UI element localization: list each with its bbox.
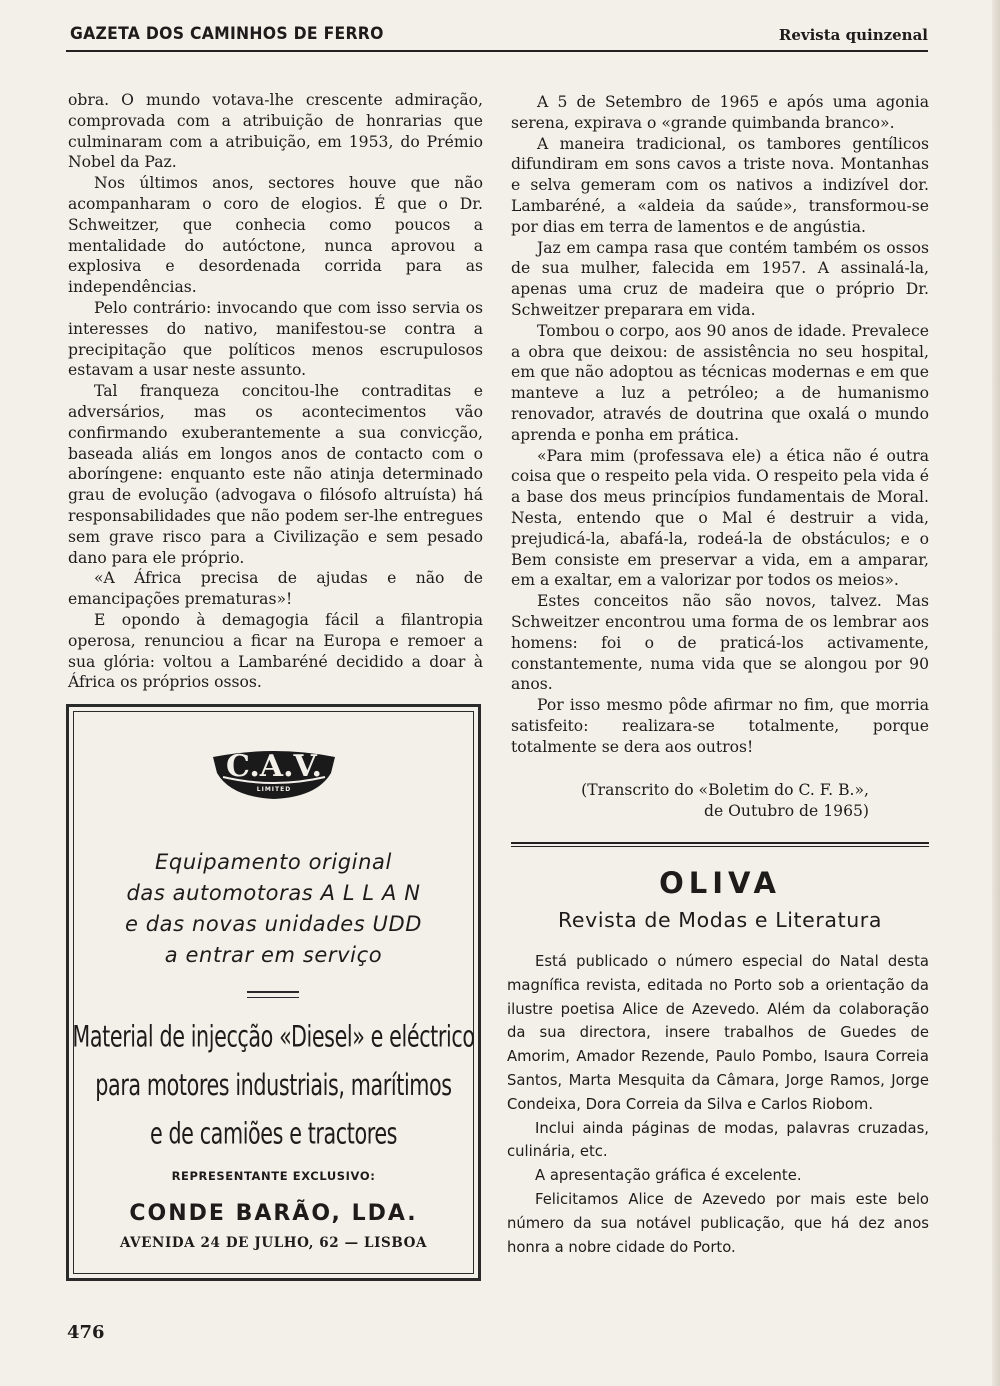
ad-company-name: CONDE BARÃO, LDA. <box>129 1201 418 1226</box>
left-column-article <box>68 90 483 693</box>
article-paragraph: E opondo à demagogia fácil a filantropia operosa, renunciou a ficar na Europa e remoer a sua glória: voltou a Lambaréné decidido a doar à África os próprios ossos. <box>68 610 483 692</box>
ad-equipment-text <box>69 847 478 971</box>
source-credit <box>511 780 929 822</box>
ad-company-address: AVENIDA 24 DE JULHO, 62 — LISBOA <box>119 1235 428 1251</box>
ad-equip-line: Equipamento original <box>155 850 392 874</box>
article-paragraph: «Para mim (professava ele) a ética não é outra coisa que o respeito pela vida. O respeito pela vida é a base dos meus princípios fundamentais de Moral. Nesta, entendo que o Mal é destruir a vida, prejudicá-la, abafá-la, rodeá-la de obstáculos; e o Bem consiste em preservar a vida, em a amparar, em a exaltar, em a valorizar por todos os meios». <box>511 446 929 590</box>
article-paragraph: A 5 de Setembro de 1965 e após uma agonia serena, expirava o «grande quimbanda branco». <box>511 93 929 132</box>
journal-title: GAZETA DOS CAMINHOS DE FERRO <box>70 24 384 44</box>
section-divider <box>511 842 929 844</box>
oliva-article <box>507 950 929 1259</box>
article-paragraph: Jaz em campa rasa que contém também os ossos de sua mulher, falecida em 1957. A assinalá-la, apenas uma cruz de madeira que o próprio Dr. Schweitzer preparara em vida. <box>511 238 929 319</box>
journal-frequency: Revista quinzenal <box>778 26 928 44</box>
header-rule <box>66 50 928 52</box>
page-number: 476 <box>67 1322 105 1343</box>
page-edge <box>992 0 1000 1386</box>
source-credit-line: de Outubro de 1965) <box>703 801 869 820</box>
ad-material-line: Material de injecção «Diesel» e eléctrico <box>72 1020 475 1054</box>
ad-rule <box>247 991 299 993</box>
article-paragraph: «A África precisa de ajudas e não de emancipações prematuras»! <box>68 569 483 609</box>
oliva-paragraph: Está publicado o número especial do Natal desta magnífica revista, editada no Porto sob a orientação da ilustre poetisa Alice de Azevedo. Além da colaboração da sua directora, insere trabalhos de Guedes de Amorim, Amador Rezende, Paulo Pombo, Isaura Correia Santos, Marta Mesquita da Câmara, Jorge Ramos, Jorge Condeixa, Dora Correia da Silva e Carlos Riobom. <box>507 953 929 1113</box>
oliva-paragraph: Inclui ainda páginas de modas, palavras cruzadas, culinária, etc. <box>507 1119 929 1161</box>
ad-equip-line: a entrar em serviço <box>164 943 383 967</box>
article-paragraph: obra. O mundo votava-lhe crescente admiração, comprovada com a atribuição de honrarias que culminaram com a atribuição, em 1953, do Prémio Nobel da Paz. <box>68 91 483 172</box>
article-paragraph: Tombou o corpo, aos 90 anos de idade. Prevalece a obra que deixou: de assistência no seu hospital, em que não adoptou as técnicas modernas e em que manteve a luz a petróleo; a de humanismo renovador, através de doutrina que oxalá o mundo aprenda e ponha em prática. <box>511 321 929 444</box>
cav-logo-text: C.A.V. <box>226 749 322 784</box>
article-paragraph: Estes conceitos não são novos, talvez. Mas Schweitzer encontrou uma forma de os lembrar aos homens: foi o de praticá-los activamente, constantemente, numa vida que se alongou por 90 anos. <box>511 592 929 694</box>
ad-equip-line: e das novas unidades UDD <box>124 912 423 936</box>
article-paragraph: Tal franqueza concitou-lhe contraditas e adversários, mas os acontecimentos vão confirmando exuberantemente a sua convicção, baseada aliás em longos anos de contacto com o aboríngene: enquanto este não atinja determinado grau de evolução (advogava o filósofo altruísta) há responsabilidades que não podem ser-lhe entregues sem grave risco para a Civilização e sem pesado dano para ele próprio. <box>68 382 483 567</box>
oliva-paragraph: Felicitamos Alice de Azevedo por mais este belo número da sua notável publicação, que há dez anos honra a nobre cidade do Porto. <box>507 1190 929 1256</box>
cav-logo <box>209 743 339 803</box>
right-column-article <box>511 92 929 822</box>
ad-material-text <box>69 1013 478 1159</box>
ad-representative-label: REPRESENTANTE EXCLUSIVO: <box>171 1169 376 1183</box>
oliva-title: OLIVA <box>659 866 781 900</box>
section-divider <box>511 846 929 847</box>
cav-logo-sub: LIMITED <box>256 786 292 793</box>
oliva-paragraph: A apresentação gráfica é excelente. <box>535 1167 802 1185</box>
article-paragraph: A maneira tradicional, os tambores gentílicos difundiram em sons cavos a triste nova. Montanhas e selva gemeram com os nativos a indizível dor. Lambaréné, a «aldeia da saúde», transformou-se por dias em terra de lamentos e de angústia. <box>511 134 929 236</box>
ad-material-line: e de camiões e tractores <box>149 1117 398 1152</box>
oliva-subtitle: Revista de Modas e Literatura <box>557 908 882 932</box>
ad-rule <box>247 997 299 998</box>
ad-equip-line: das automotoras A L L A N <box>126 881 421 905</box>
source-credit-line: (Transcrito do «Boletim do C. F. B.», <box>581 780 869 799</box>
article-paragraph: Pelo contrário: invocando que com isso servia os interesses do nativo, manifestou-se contra a precipitação que políticos menos escrupulosos estavam a usar neste assunto. <box>68 298 483 380</box>
ad-material-line: para motores industriais, marítimos <box>95 1069 452 1103</box>
cav-advertisement <box>66 704 481 1281</box>
article-paragraph: Por isso mesmo pôde afirmar no fim, que morria satisfeito: realizara-se totalmente, porque totalmente se dera aos outros! <box>511 696 929 756</box>
article-paragraph: Nos últimos anos, sectores houve que não acompanharam o coro de elogios. É que o Dr. Schweitzer, que conhecia como poucos a mentalidade do autóctone, nunca aprovou a explosiva e desordenada corrida para as independências. <box>68 174 483 297</box>
